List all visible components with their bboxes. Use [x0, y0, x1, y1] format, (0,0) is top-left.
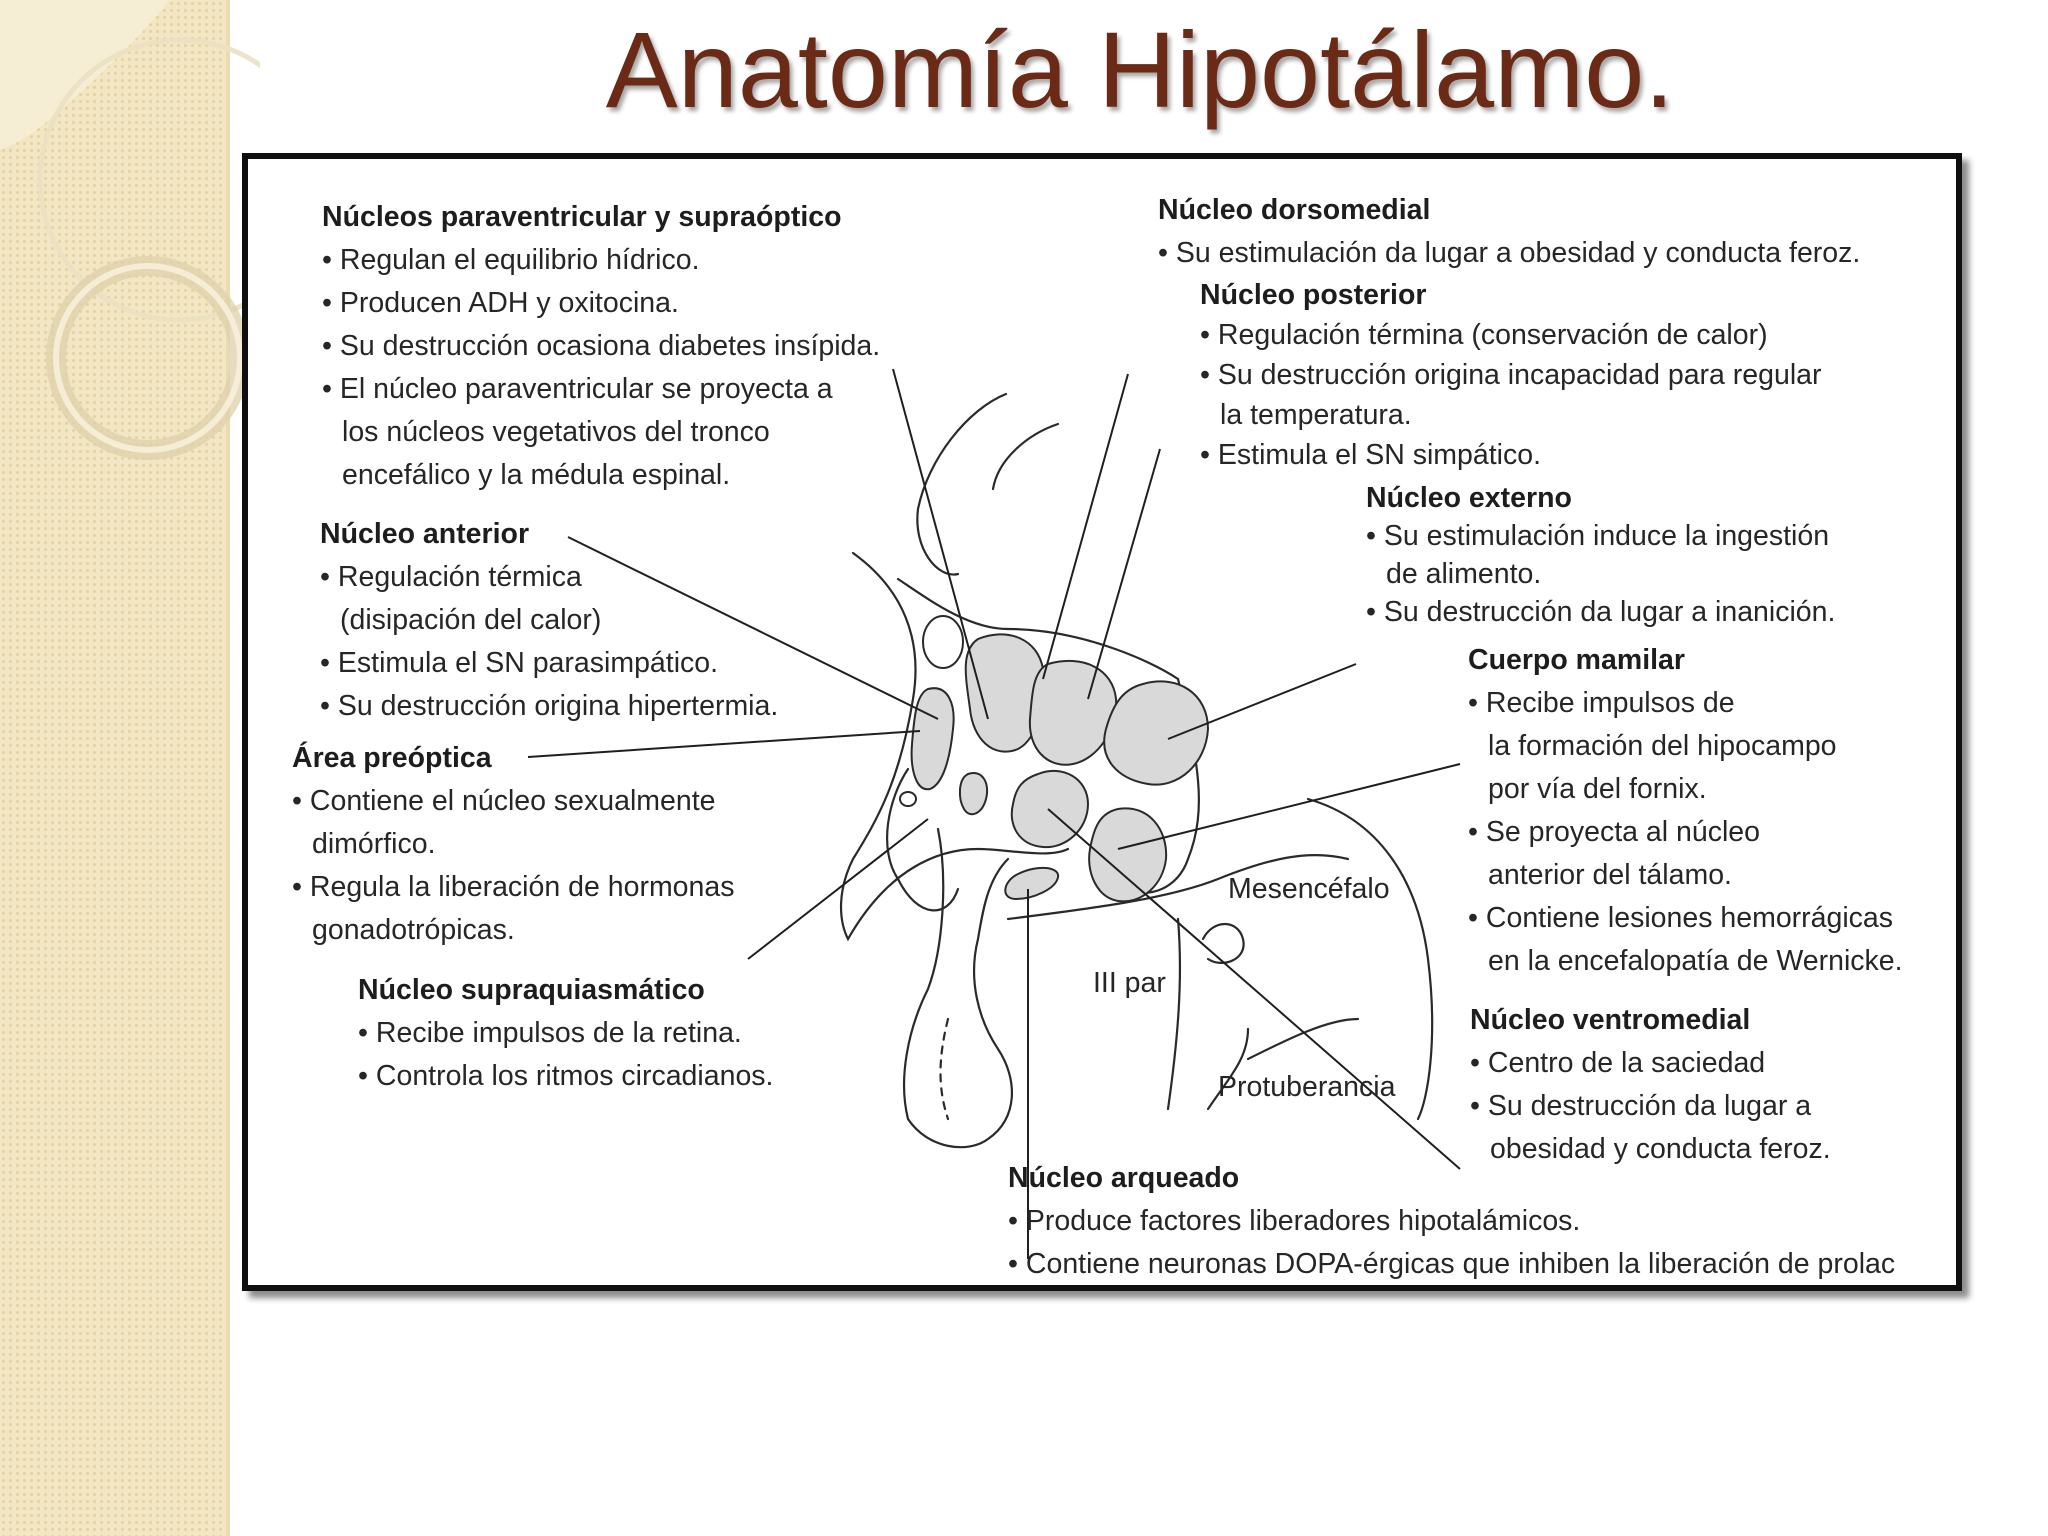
line: • Regulan el equilibrio hídrico. — [322, 244, 700, 276]
line: anterior del tálamo. — [1488, 859, 1732, 891]
line: (disipación del calor) — [340, 604, 602, 636]
line: gonadotrópicas. — [312, 914, 515, 946]
line: • Contiene lesiones hemorrágicas — [1468, 902, 1894, 934]
chiasm-shape — [887, 769, 958, 910]
heading-externo: Núcleo externo — [1366, 482, 1572, 514]
line: obesidad y conducta feroz. — [1490, 1133, 1831, 1165]
arcuate-shape — [1005, 868, 1058, 899]
block-dorsomedial — [1158, 189, 1860, 275]
diagram-frame — [242, 153, 1962, 1291]
line: • Estimula el SN simpático. — [1200, 439, 1541, 471]
leader-dorsomedial — [1043, 374, 1128, 679]
heading-mamilar: Cuerpo mamilar — [1468, 644, 1685, 676]
line: • Contiene el núcleo sexualmente — [292, 785, 716, 817]
line: • Su estimulación induce la ingestión — [1366, 520, 1830, 552]
line: de alimento. — [1386, 558, 1542, 590]
anterior-commissure — [923, 616, 963, 668]
line: • Su estimulación da lugar a obesidad y conducta feroz. — [1158, 237, 1861, 269]
line: • Centro de la saciedad — [1470, 1047, 1766, 1079]
line: los núcleos vegetativos del tronco — [342, 416, 770, 448]
pituitary-dashed — [941, 1019, 949, 1119]
slide-title: Anatomía Hipotálamo. — [605, 9, 1675, 130]
line: • Regulación términa (conservación de calor) — [1200, 319, 1768, 351]
label-protuberancia: Protuberancia — [1218, 1071, 1396, 1103]
block-ventromedial — [1470, 999, 1831, 1171]
heading-ventromedial: Núcleo ventromedial — [1470, 1004, 1751, 1036]
pons-outline — [1248, 1019, 1358, 1059]
line: • Regula la liberación de hormonas — [292, 871, 735, 903]
cn3-nerve — [1203, 924, 1244, 963]
label-iii-par: III par — [1093, 967, 1166, 999]
block-paraventricular-supraoptico — [322, 196, 880, 497]
anterior-shape — [912, 688, 954, 789]
block-externo — [1366, 479, 1835, 631]
line: dimórfico. — [312, 828, 436, 860]
heading-supraquiasmatico: Núcleo supraquiasmático — [358, 974, 705, 1006]
ventromedial-shape — [1012, 771, 1088, 847]
line: • Su destrucción origina incapacidad para regular — [1200, 359, 1822, 391]
block-supraquiasmatico — [358, 969, 773, 1098]
block-anterior — [320, 513, 778, 728]
line: en la encefalopatía de Wernicke. — [1488, 945, 1903, 977]
leader-posterior — [1088, 449, 1160, 699]
heading-dorsomedial: Núcleo dorsomedial — [1158, 194, 1431, 226]
pituitary-stalk — [904, 829, 1012, 1147]
heading-paraventricular: Núcleos paraventricular y supraóptico — [322, 201, 842, 233]
block-mamilar — [1468, 639, 1903, 983]
line: • El núcleo paraventricular se proyecta a — [322, 373, 833, 405]
line: • Se proyecta al núcleo — [1468, 816, 1760, 848]
brainstem-left — [1168, 919, 1180, 1109]
line: • Recibe impulsos de — [1468, 687, 1735, 719]
block-arqueado — [1008, 1157, 1895, 1286]
small-nucleus — [960, 773, 987, 814]
line: • Contiene neuronas DOPA-érgicas que inhiben la liberación de prolac — [1008, 1248, 1896, 1280]
line: • Controla los ritmos circadianos. — [358, 1060, 774, 1092]
decorative-rings — [0, 0, 260, 520]
externo-shape — [1104, 681, 1208, 784]
heading-preoptica: Área preóptica — [292, 742, 492, 774]
line: encefálico y la médula espinal. — [342, 459, 731, 491]
line: • Recibe impulsos de la retina. — [358, 1017, 742, 1049]
line: • Produce factores liberadores hipotalámicos. — [1008, 1205, 1581, 1237]
label-mesencefalo: Mesencéfalo — [1228, 873, 1390, 905]
upper-arc — [917, 394, 1006, 575]
line: • Producen ADH y oxitocina. — [322, 287, 679, 319]
line: la formación del hipocampo — [1488, 730, 1837, 762]
heading-posterior: Núcleo posterior — [1200, 279, 1427, 311]
small-round — [900, 792, 916, 806]
line: la temperatura. — [1220, 399, 1412, 431]
block-preoptica — [292, 737, 735, 952]
line: • Su destrucción da lugar a inanición. — [1366, 596, 1836, 628]
line: • Estimula el SN parasimpático. — [320, 647, 719, 679]
line: • Su destrucción da lugar a — [1470, 1090, 1812, 1122]
line: • Regulación térmica — [320, 561, 582, 593]
heading-anterior: Núcleo anterior — [320, 518, 530, 550]
leader-supraquiasmatico — [748, 819, 928, 959]
heading-arqueado: Núcleo arqueado — [1008, 1162, 1240, 1194]
line: • Su destrucción ocasiona diabetes insípida. — [322, 330, 881, 362]
line: • Su destrucción origina hipertermia. — [320, 690, 779, 722]
upper-arc-2 — [993, 424, 1058, 489]
line: por vía del fornix. — [1488, 773, 1707, 805]
block-posterior — [1200, 275, 1822, 475]
